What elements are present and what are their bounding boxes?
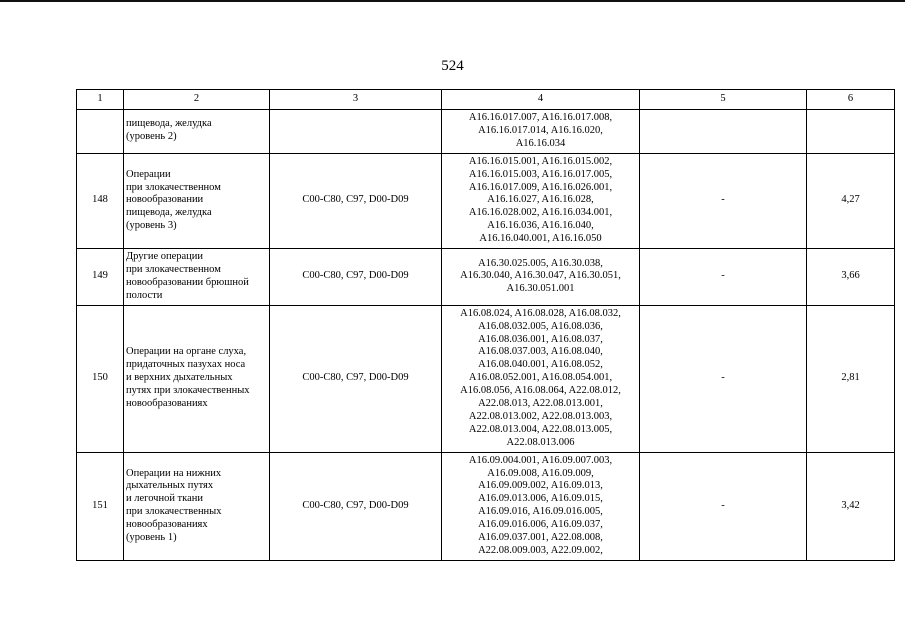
service-codes-cell [442, 249, 640, 306]
cell-line: и легочной ткани [126, 493, 203, 505]
cell-line: путях при злокачественных [126, 385, 250, 397]
header-cell: 5 [640, 90, 807, 110]
cell-line: Другие операции [126, 251, 204, 263]
service-codes-cell [442, 452, 640, 560]
diagnosis-codes-cell: C00-C80, C97, D00-D09 [270, 452, 442, 560]
cell-line: A16.30.051.001 [506, 283, 575, 295]
column5-cell: - [640, 452, 807, 560]
header-cell: 3 [270, 90, 442, 110]
cell-line: A16.16.017.014, A16.16.020, [478, 124, 603, 136]
cell-line: A16.09.016, A16.09.016.005, [478, 506, 603, 518]
cell-line: дыхательных путях [126, 480, 214, 492]
row-number-cell: 148 [77, 153, 124, 248]
service-codes-cell [442, 305, 640, 452]
cell-line: A16.08.040.001, A16.08.052, [478, 359, 603, 371]
cell-line: новообразованиях [126, 398, 208, 410]
table-row [77, 249, 895, 306]
cell-line: полости [126, 289, 163, 301]
table-row [77, 305, 895, 452]
cell-line: A16.08.024, A16.08.028, A16.08.032, [460, 307, 621, 319]
operation-name-cell [124, 452, 270, 560]
cell-line: A16.08.036.001, A16.08.037, [478, 333, 603, 345]
cell-line: A16.16.015.001, A16.16.015.002, [468, 155, 613, 167]
header-cell: 6 [807, 90, 895, 110]
service-codes-cell [442, 110, 640, 154]
cell-line: A22.08.013.004, A22.08.013.005, [468, 423, 613, 435]
cell-line: A22.08.013.002, A22.08.013.003, [468, 410, 613, 422]
cell-line: A16.08.037.003, A16.08.040, [478, 346, 603, 358]
cell-line: A22.08.013, A22.08.013.001, [478, 398, 603, 410]
cell-line: A16.16.040.001, A16.16.050 [479, 233, 602, 245]
cell-line: A16.16.036, A16.16.040, [487, 220, 594, 232]
header-cell: 1 [77, 90, 124, 110]
table-row [77, 110, 895, 154]
cell-line: новообразовании брюшной [126, 276, 249, 288]
operation-name-cell [124, 249, 270, 306]
cell-line: пищевода, желудка [126, 118, 212, 130]
coefficient-cell: 2,81 [807, 305, 895, 452]
cell-line: A16.16.017.009, A16.16.026.001, [468, 181, 613, 193]
operation-name-cell [124, 305, 270, 452]
column5-cell: - [640, 153, 807, 248]
cell-line: при злокачественном [126, 263, 221, 275]
column5-cell [640, 110, 807, 154]
cell-line: новообразованиях [126, 519, 208, 531]
cell-line: A16.09.009.002, A16.09.013, [478, 480, 603, 492]
cell-line: A16.16.027, A16.16.028, [487, 194, 594, 206]
top-border-line [0, 0, 905, 2]
diagnosis-codes-cell [270, 110, 442, 154]
header-cell: 2 [124, 90, 270, 110]
operation-name-cell [124, 153, 270, 248]
diagnosis-codes-cell: C00-C80, C97, D00-D09 [270, 153, 442, 248]
coefficient-cell: 3,42 [807, 452, 895, 560]
diagnosis-codes-cell: C00-C80, C97, D00-D09 [270, 249, 442, 306]
cell-line: A16.09.008, A16.09.009, [487, 467, 594, 479]
cell-line: (уровень 2) [126, 131, 177, 143]
header-cell: 4 [442, 90, 640, 110]
table-row [77, 153, 895, 248]
cell-line: при злокачественных [126, 506, 222, 518]
row-number-cell: 151 [77, 452, 124, 560]
cell-line: A16.16.015.003, A16.16.017.005, [468, 168, 613, 180]
cell-line: A16.16.028.002, A16.16.034.001, [468, 207, 613, 219]
cell-line: A16.08.032.005, A16.08.036, [478, 320, 603, 332]
cell-line: Операции на нижних [126, 467, 222, 479]
cell-line: A16.09.016.006, A16.09.037, [478, 519, 603, 531]
column5-cell: - [640, 249, 807, 306]
cell-line: Операции [126, 168, 171, 180]
page-number: 524 [441, 58, 464, 74]
table-row [77, 452, 895, 560]
cell-line: (уровень 1) [126, 532, 177, 544]
row-number-cell [77, 110, 124, 154]
table-header-row [77, 90, 895, 110]
column5-cell: - [640, 305, 807, 452]
cell-line: A16.08.056, A16.08.064, A22.08.012, [460, 385, 621, 397]
cell-line: и верхних дыхательных [126, 372, 233, 384]
cell-line: A16.09.037.001, A22.08.008, [478, 532, 603, 544]
cell-line: A16.16.034 [515, 137, 566, 149]
cell-line: при злокачественном [126, 181, 221, 193]
coefficient-cell: 4,27 [807, 153, 895, 248]
cell-line: A16.09.004.001, A16.09.007.003, [468, 454, 613, 466]
service-codes-cell [442, 153, 640, 248]
cell-line: A22.08.009.003, A22.09.002, [478, 545, 603, 556]
coefficient-cell: 3,66 [807, 249, 895, 306]
tariff-table [76, 89, 895, 561]
cell-line: A16.30.025.005, A16.30.038, [478, 257, 603, 269]
cell-line: (уровень 3) [126, 220, 177, 232]
cell-line: пищевода, желудка [126, 207, 212, 219]
diagnosis-codes-cell: C00-C80, C97, D00-D09 [270, 305, 442, 452]
cell-line: Операции на органе слуха, [126, 346, 247, 358]
row-number-cell: 149 [77, 249, 124, 306]
cell-line: A16.08.052.001, A16.08.054.001, [468, 372, 613, 384]
cell-line: A22.08.013.006 [506, 436, 575, 448]
cell-line: A16.16.017.007, A16.16.017.008, [468, 112, 613, 123]
coefficient-cell [807, 110, 895, 154]
cell-line: новообразовании [126, 194, 204, 206]
row-number-cell: 150 [77, 305, 124, 452]
cell-line: придаточных пазухах носа [126, 359, 246, 371]
operation-name-cell [124, 110, 270, 154]
cell-line: A16.30.040, A16.30.047, A16.30.051, [460, 270, 621, 282]
cell-line: A16.09.013.006, A16.09.015, [478, 493, 603, 505]
